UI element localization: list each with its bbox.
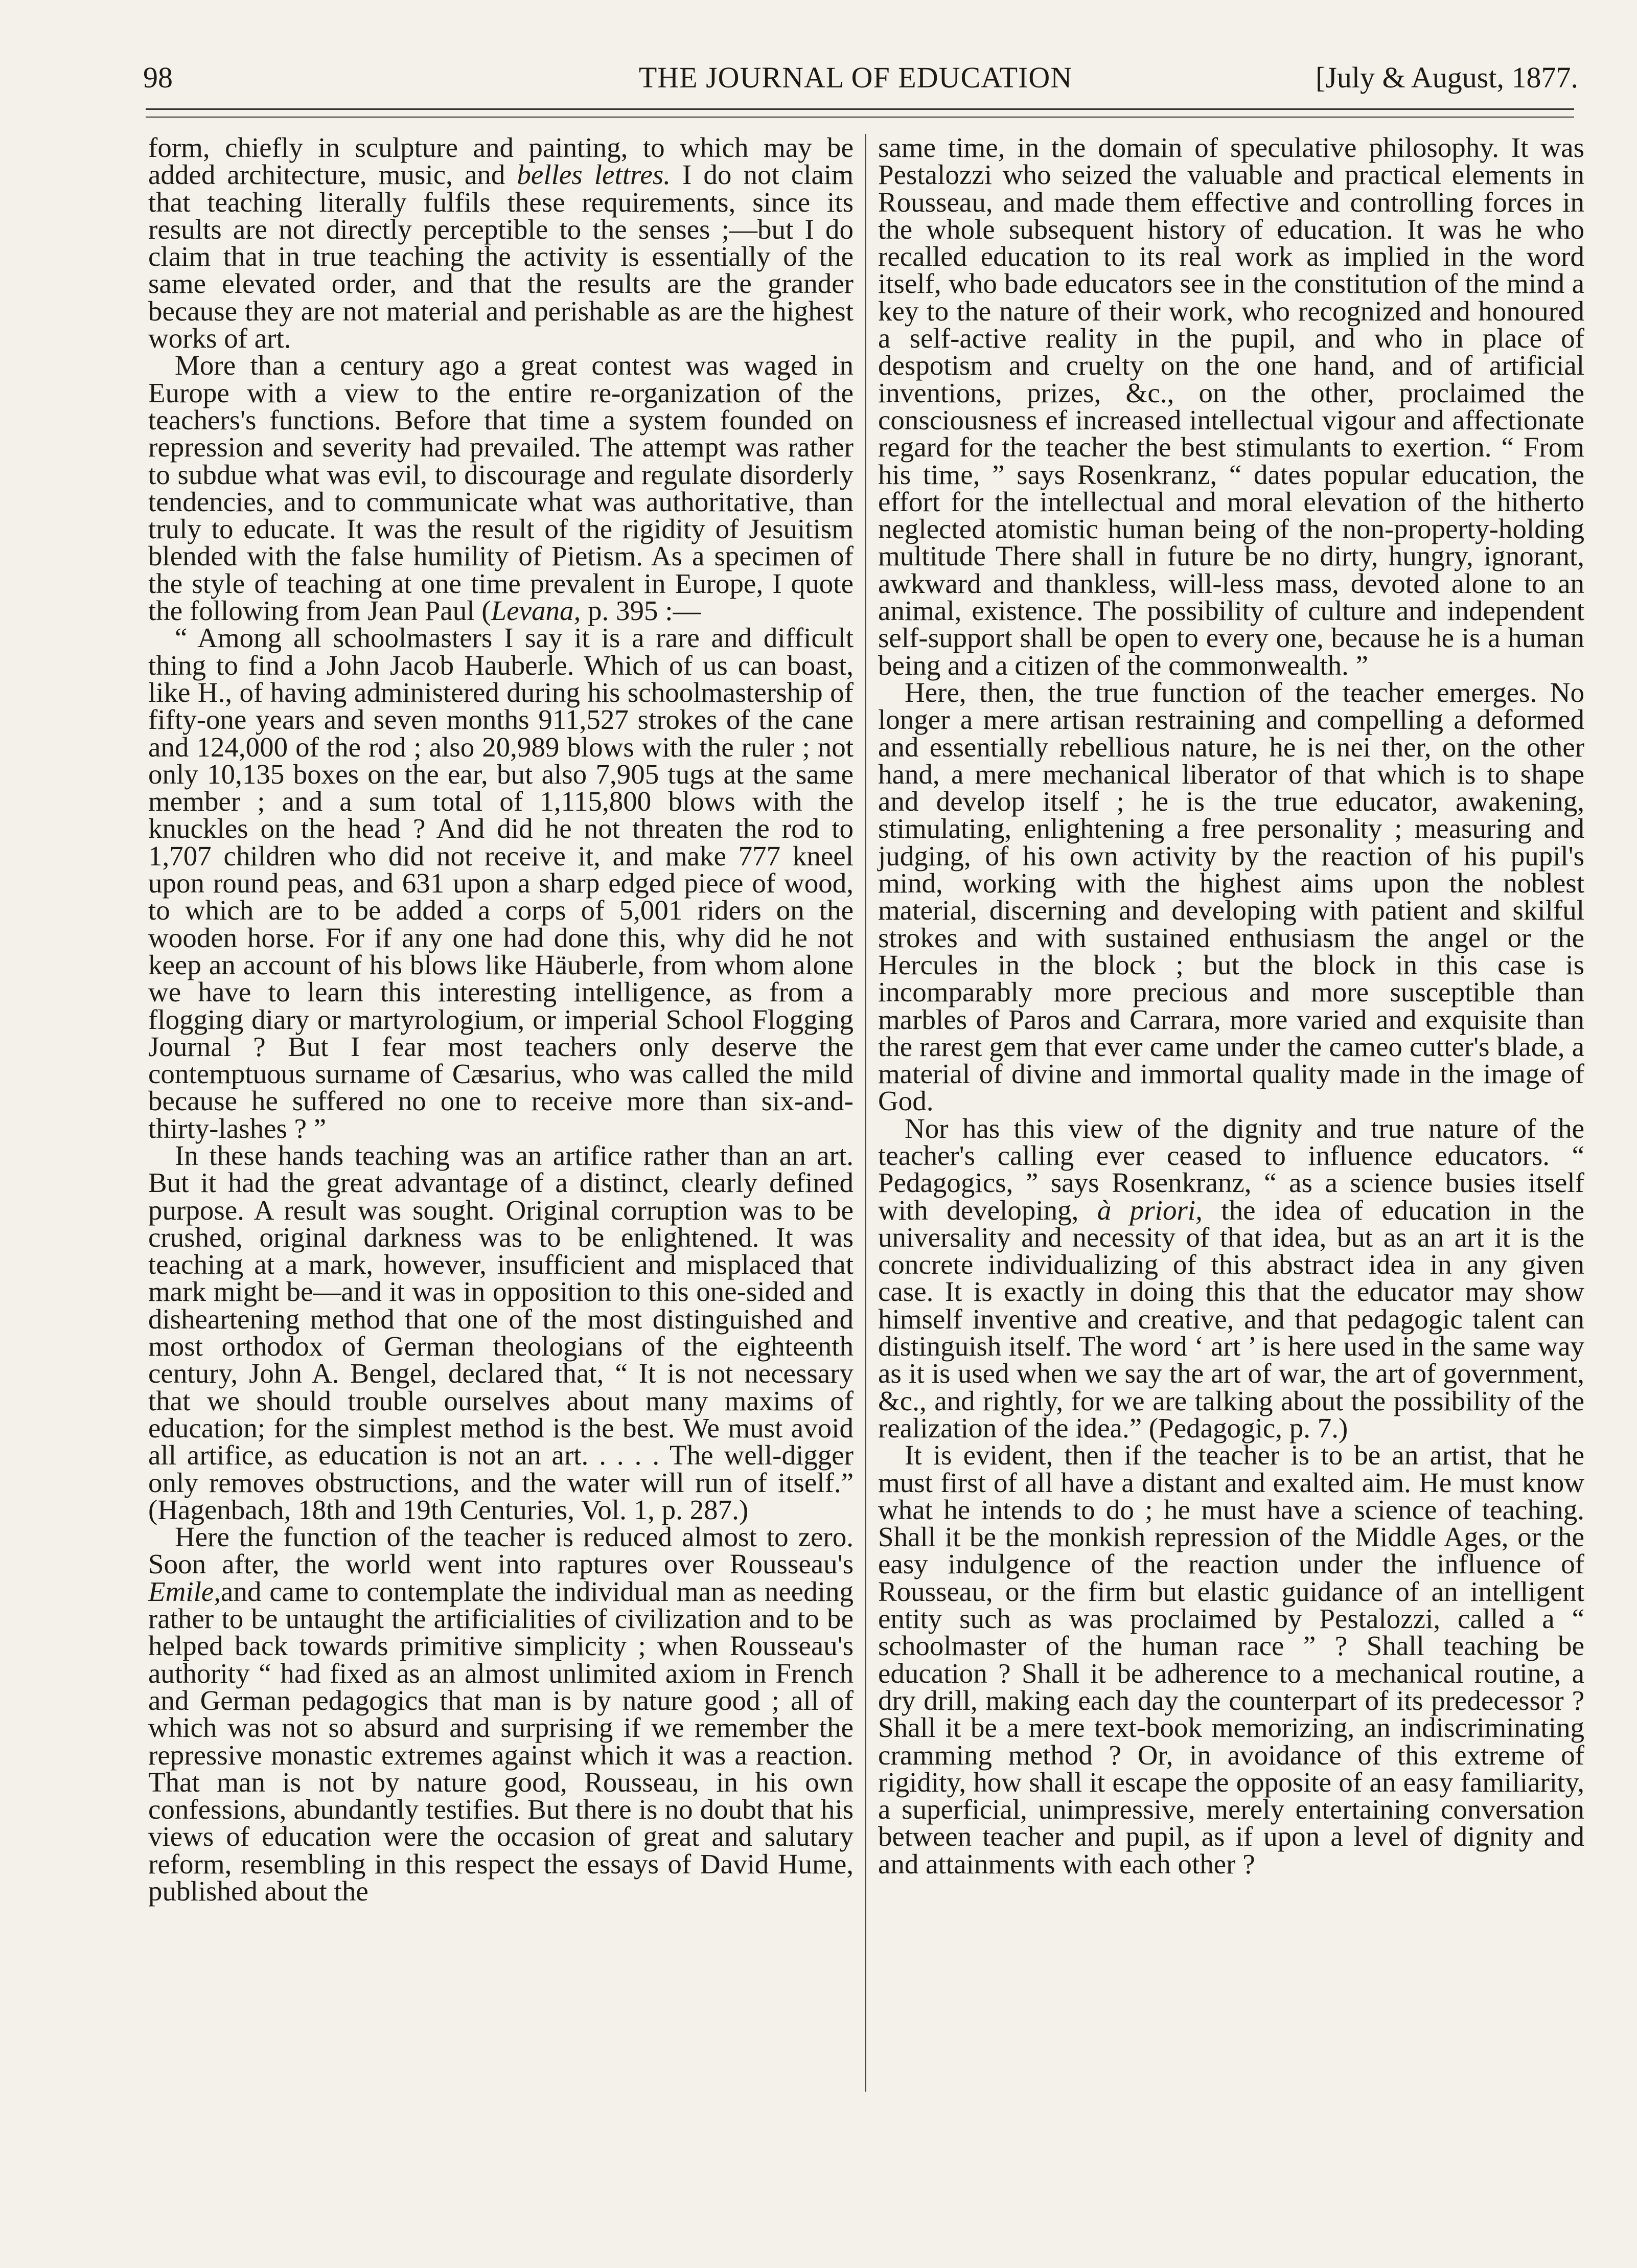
article-paragraph: “ Among all schoolmasters I say it is a rare and difficult thing to find a John Jacob Hauberle. Which of us can boast, like H., of having administered during his schoolmastership of fifty-one years and seven months 911,527 strokes of the cane and 124,000 of the rod ; also 20,989 blows with the ruler ; not only 10,135 boxes on the ear, but also 7,905 tugs at the same member ; and a sum total of 1,115,800 blows with the knuckles on the head ? And did he not threaten the rod to 1,707 children who did not receive it, and make 777 kneel upon round peas, and 631 upon a sharp edged piece of wood, to which are to be added a corps of 5,001 riders on the wooden horse. For if any one had done this, why did he not keep an account of his blows like Häuberle, from whom alone we have to learn this interesting intelligence, as from a flogging diary or martyrologium, or imperial School Flogging Journal ? But I fear most teachers only deserve the contemptuous surname of Cæsarius, who was called the mild because he suffered no one to receive more than six-and-thirty-lashes ? ” [148,622,854,1144]
italic-text: à priori, [1097,1194,1203,1226]
header-rule [146,108,1574,110]
journal-title: THE JOURNAL OF EDUCATION [638,61,1073,94]
header-rule-double [146,117,1574,118]
page-number: 98 [143,61,173,94]
article-paragraph: Nor has this view of the dignity and true nature of the teacher's calling ever ceased to influence educators. “ Pedagogics, ” says Rosenkranz, “ as a science busies itself with developing, à priori, the idea of education in the universality and necessity of that idea, but as an art it is the concrete individualizing of this abstract idea in any given case. It is exactly in doing this that the educator may show himself inventive and creative, and that pedagogic talent can distinguish itself. The word ‘ art ’ is here used in the same way as it is used when we say the art of war, the art of government, &c., and rightly, for we are talking about the possibility of the realization of the idea.” (Pedagogic, p. 7.) [878,1112,1584,1444]
running-header [133,57,1578,103]
article-paragraph: It is evident, then if the teacher is to be an artist, that he must first of all have a distant and exalted aim. He must know what he intends to do ; he must have a science of teaching. Shall it be the monkish repression of the Middle Ages, or the easy indulgence of the reaction under the influence of Rousseau, or the firm but elastic guidance of an intelligent entity such as was proclaimed by Pestalozzi, called a “ schoolmaster of the human race ” ? Shall teaching be education ? Shall it be adherence to a mechanical routine, a dry drill, making each day the counterpart of its predecessor ? Shall it be a mere text-book memorizing, an indiscriminating cramming method ? Or, in avoidance of this extreme of rigidity, how shall it escape the opposite of an easy familiarity, a superficial, unimpressive, merely entertaining conversation between teacher and pupil, as if upon a level of dignity and and attainments with each other ? [878,1439,1584,1880]
article-paragraph: More than a century ago a great contest was waged in Europe with a view to the entire re-organization of the teachers's functions. Before that time a system founded on repression and severity had prevailed. The attempt was rather to subdue what was evil, to discourage and regulate disorderly tendencies, and to communicate what was authoritative, than truly to educate. It was the result of the rigidity of Jesuitism blended with the false humility of Pietism. As a specimen of the style of teaching at one time prevalent in Europe, I quote the following from Jean Paul (Levana, p. 395 :— [148,350,854,627]
article-paragraph: In these hands teaching was an artifice rather than an art. But it had the great advantage of a distinct, clearly defined purpose. A result was sought. Original corruption was to be crushed, original darkness was to be enlightened. It was teaching at a mark, however, insufficient and misplaced that mark might be—and it was in opposition to this one-sided and disheartening method that one of the most distinguished and most orthodox of German theologians of the eighteenth century, John A. Bengel, declared that, “ It is not necessary that we should trouble ourselves about many maxims of education; for the simplest method is the best. We must avoid all artifice, as education is not an art. . . . . The well-digger only removes obstructions, and the water will run of itself.” (Hagenbach, 18th and 19th Centuries, Vol. 1, p. 287.) [148,1139,854,1525]
italic-text: Emile, [148,1575,221,1607]
article-paragraph: form, chiefly in sculpture and painting, to which may be added architecture, music, and belles lettres. I do not claim that teaching literally fulfils these requirements, since its results are not directly perceptible to the senses ;—but I do claim that in true teaching the activity is essentially of the same elevated order, and that the results are the grander because they are not material and perishable as are the highest works of art. [148,132,854,354]
left-column [148,134,854,1905]
italic-text: Levana, [491,595,581,627]
italic-text: belles lettres. [517,159,671,191]
right-column [878,132,1584,1880]
article-paragraph: Here, then, the true function of the teacher emerges. No longer a mere artisan restraining and compelling a deformed and essentially rebellious nature, he is nei ther, on the other hand, a mere mechanical liberator of that which is to shape and develop itself ; he is the true educator, awakening, stimulating, enlightening a free personality ; measuring and judging, of his own activity by the reaction of his pupil's mind, working with the highest aims upon the noblest material, discerning and developing with patient and skilful strokes and with sustained enthusiasm the angel or the Hercules in the block ; but the block in this case is incomparably more precious and more susceptible than marbles of Paros and Carrara, more varied and exquisite than the rarest gem that ever came under the cameo cutter's blade, a material of divine and immortal quality made in the image of God. [878,676,1584,1117]
article-paragraph: same time, in the domain of speculative philosophy. It was Pestalozzi who seized the valuable and practical elements in Rousseau, and made them effective and controlling forces in the whole subsequent history of education. It was he who recalled education to its real work as implied in the word itself, who bade educators see in the constitution of the mind a key to the nature of their work, who recognized and honoured a self-active reality in the pupil, and who in place of despotism and cruelty on the one hand, and of artificial inventions, prizes, &c., on the other, proclaimed the consciousness ef increased intellectual vigour and affectionate regard for the teacher the best stimulants to exertion. “ From his time, ” says Rosenkranz, “ dates popular education, the effort for the intellectual and moral elevation of the hitherto neglected atomistic human being of the non-property-holding multitude There shall in future be no dirty, hungry, ignorant, awkward and thankless, will-less mass, devoted alone to an animal, existence. The possibility of culture and independent self-support shall be open to every one, because he is a human being and a citizen of the commonwealth. ” [878,132,1584,681]
issue-date: [July & August, 1877. [1316,61,1578,94]
article-paragraph: Here the function of the teacher is reduced almost to zero. Soon after, the world went into raptures over Rousseau's Emile,and came to contemplate the individual man as needing rather to be untaught the artificialities of civilization and to be helped back towards primitive simplicity ; when Rousseau's authority “ had fixed as an almost unlimited axiom in French and German pedagogics that man is by nature good ; all of which was not so absurd and surprising if we remember the repressive monastic extremes against which it was a reaction. That man is not by nature good, Rousseau, in his own confessions, abundantly testifies. But there is no doubt that his views of education were the occasion of great and salutary reform, resembling in this respect the essays of David Hume, published about the [148,1521,854,1907]
column-divider [865,134,866,2092]
